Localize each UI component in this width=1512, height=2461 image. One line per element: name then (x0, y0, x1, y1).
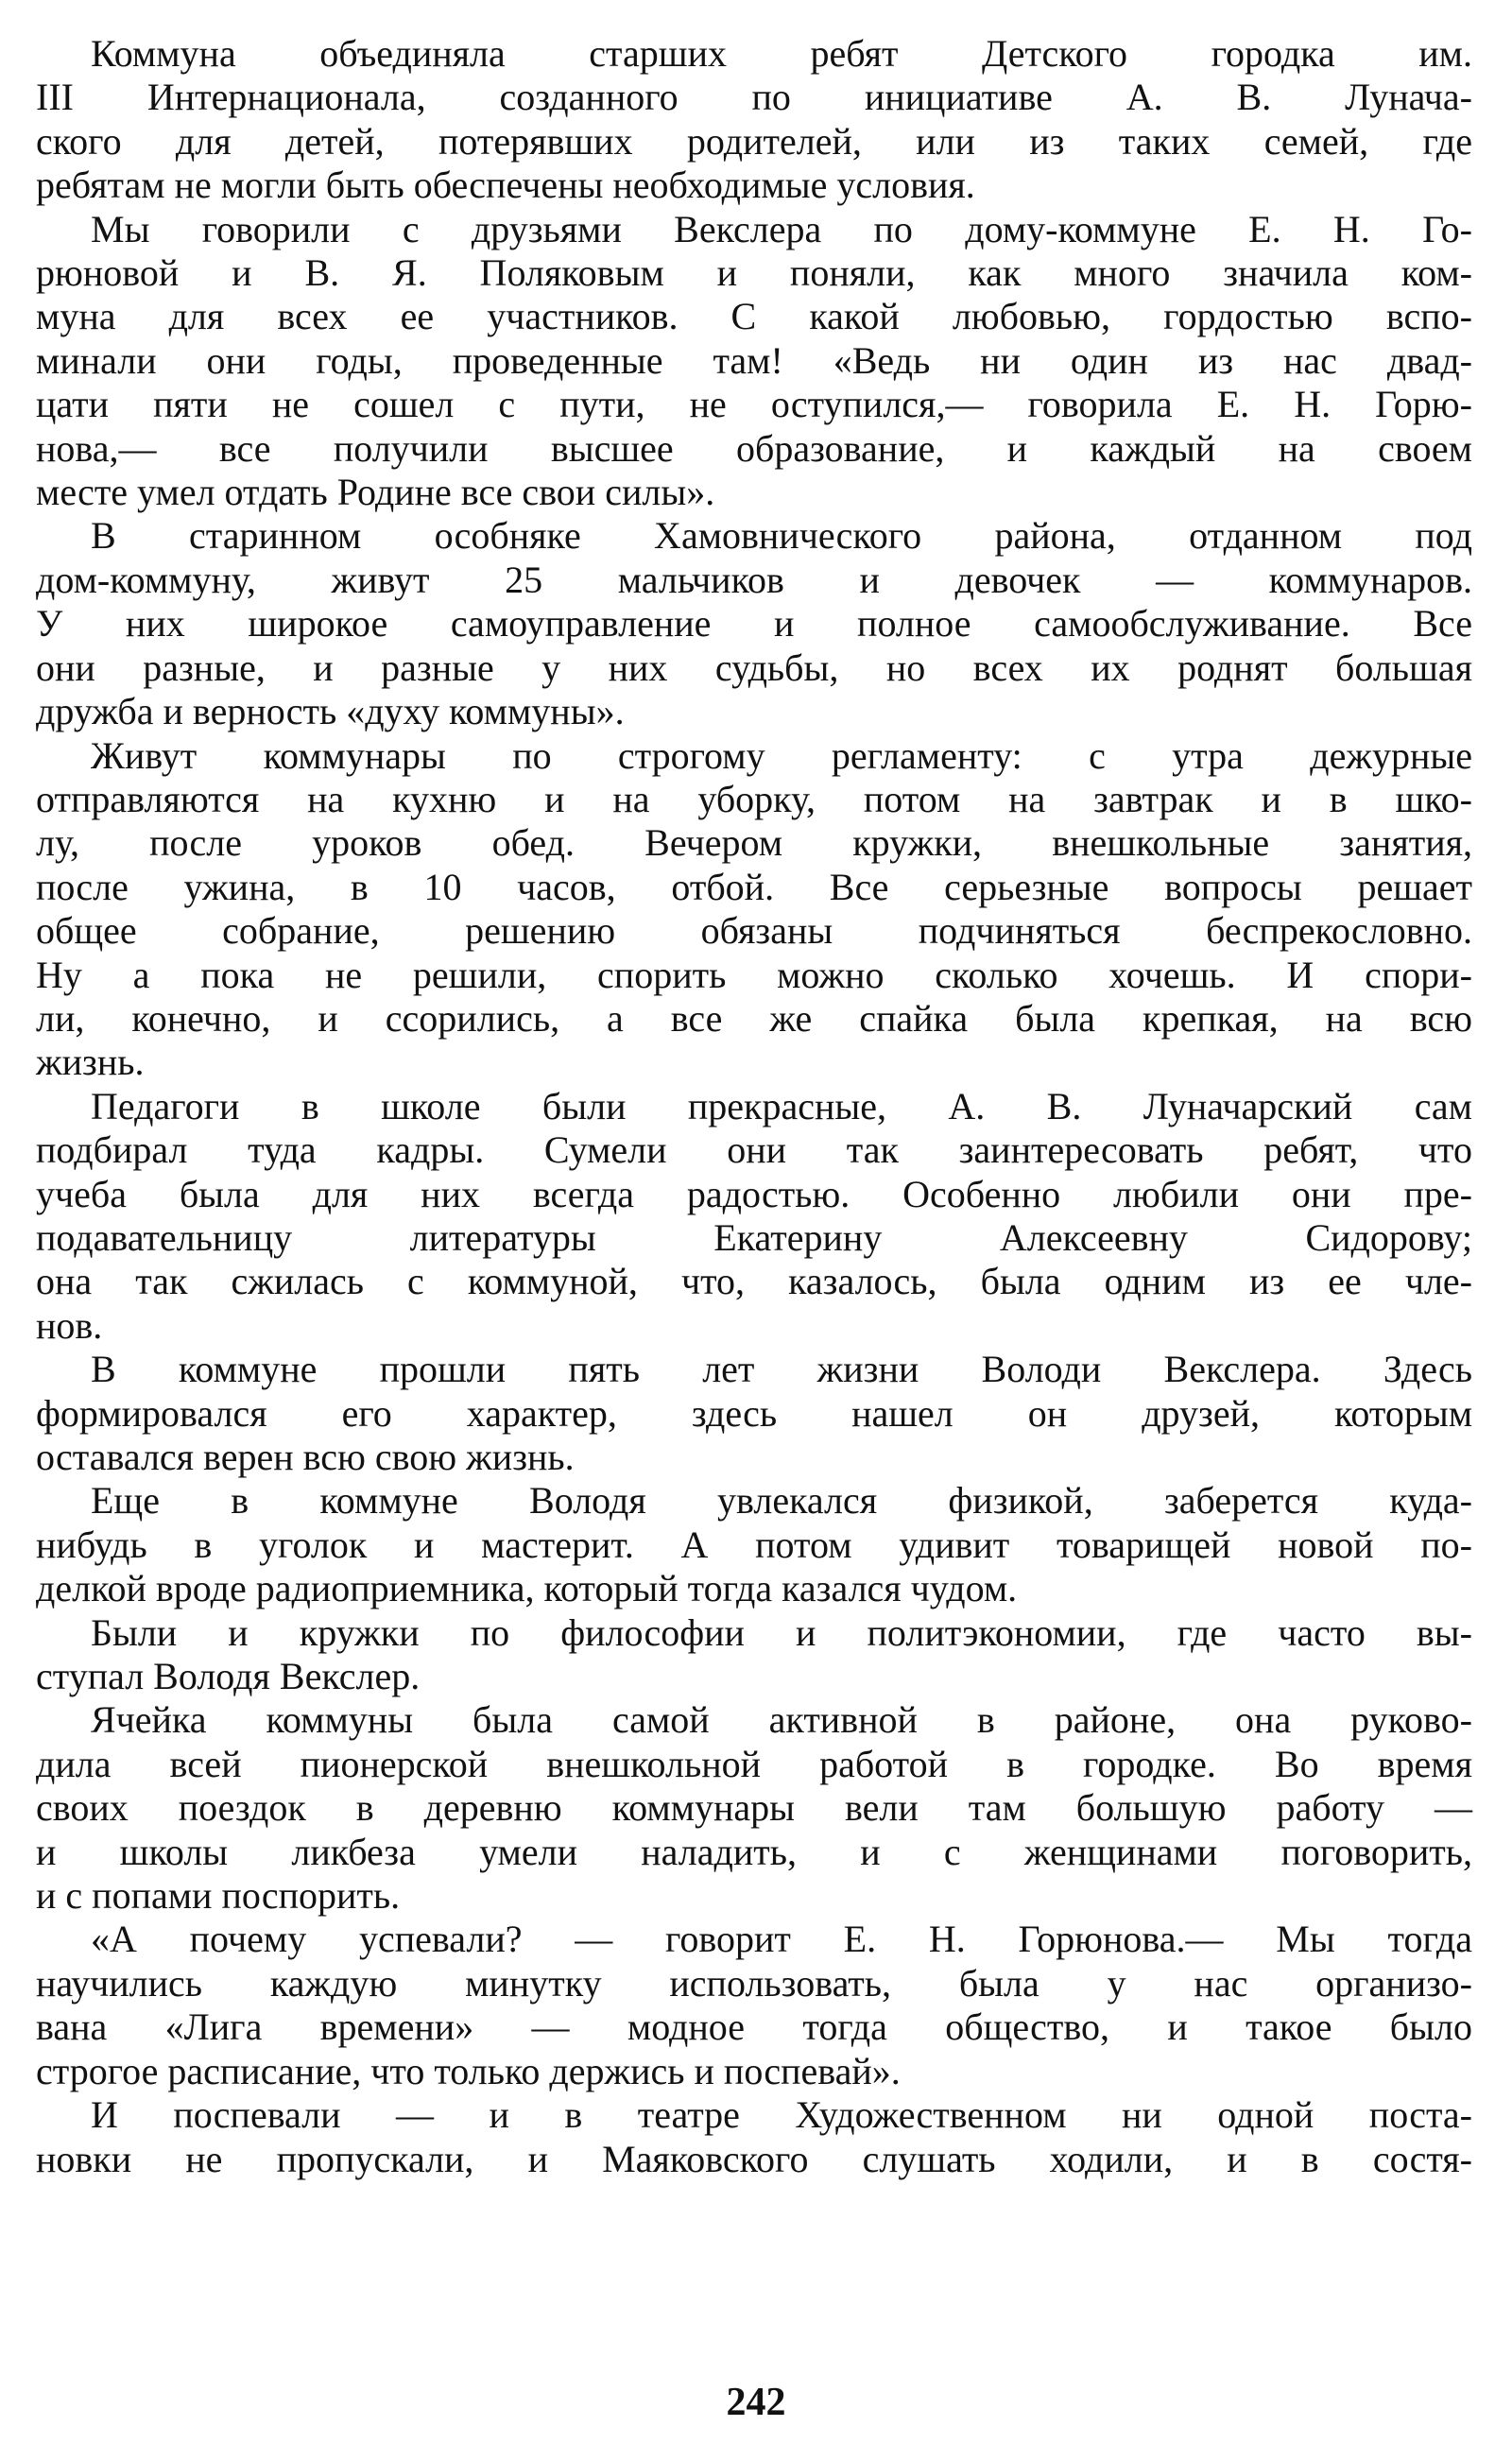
paragraph (36, 2093, 1472, 2181)
body-text (36, 32, 1472, 2181)
text-line: Еще в коммуне Володя увлекался физикой, заберется куда- (91, 1479, 1472, 1523)
text-line: Педагоги в школе были прекрасные, А. В. Луначарский сам (91, 1084, 1472, 1127)
text-line: месте умел отдать Родине все свои силы». (36, 471, 715, 514)
page-number: 242 (726, 2381, 786, 2424)
paragraph (36, 1348, 1472, 1479)
paragraph (36, 1698, 1472, 1918)
text-line: формировался его характер, здесь нашел он друзей, которым (36, 1391, 1472, 1435)
paragraph (36, 32, 1472, 208)
text-line: дом-коммуну, живут 25 мальчиков и девочек — коммунаров. (36, 558, 1472, 601)
text-line: они разные, и разные у них судьбы, но всех их роднят большая (36, 645, 1472, 689)
text-line: жизнь. (36, 1041, 145, 1084)
text-line: отправляются на кухню и на уборку, потом на завтрак и в шко- (36, 777, 1472, 820)
text-line: учеба была для них всегда радостью. Особенно любили они пре- (36, 1172, 1472, 1215)
text-line: своих поездок в деревню коммунары вели там большую работу — (36, 1786, 1472, 1830)
text-line: Мы говорили с друзьями Векслера по дому-коммуне Е. Н. Го- (91, 207, 1472, 250)
text-line: Живут коммунары по строгому регламенту: с утра дежурные (91, 733, 1472, 777)
paragraph (36, 1085, 1472, 1348)
text-line: оставался верен всю свою жизнь. (36, 1436, 575, 1478)
text-line: Были и кружки по философии и политэкономии, где часто вы- (91, 1610, 1472, 1654)
text-line: подавательницу литературы Екатерину Алексеевну Сидорову; (36, 1215, 1472, 1259)
text-line: нов. (36, 1303, 103, 1347)
text-line: новки не пропускали, и Маяковского слушать ходили, и в состя- (36, 2137, 1472, 2180)
text-line: минали они годы, проведенные там! «Ведь ни один из нас двад- (36, 338, 1472, 382)
paragraph (36, 1479, 1472, 1610)
text-line: ли, конечно, и ссорились, а все же спайка была крепкая, на всю (36, 996, 1472, 1040)
paragraph (36, 208, 1472, 515)
text-line: дила всей пионерской внешкольной работой в городке. Во время (36, 1742, 1472, 1785)
text-line: строгое расписание, что только держись и поспевай». (36, 2049, 901, 2092)
text-line: ступал Володя Векслер. (36, 1655, 421, 1698)
text-line: цати пяти не сошел с пути, не оступился,— говорила Е. Н. Горю- (36, 383, 1472, 426)
text-line: лу, после уроков обед. Вечером кружки, внешкольные занятия, (36, 821, 1472, 865)
text-line: научились каждую минутку использовать, была у нас организо- (36, 1961, 1472, 2005)
text-line: и с попами поспорить. (36, 1874, 401, 1918)
paragraph (36, 734, 1472, 1085)
text-line: III Интернационала, созданного по инициативе А. В. Лунача- (36, 76, 1472, 119)
text-line: вана «Лига времени» — модное тогда общество, и такое было (36, 2005, 1472, 2049)
paragraph (36, 1918, 1472, 2093)
paragraph (36, 514, 1472, 733)
text-line: У них широкое самоуправление и полное самообслуживание. Все (36, 602, 1472, 645)
text-line: Коммуна объединяла старших ребят Детского городка им. (91, 32, 1472, 75)
text-line: И поспевали — и в театре Художественном ни одной поста- (91, 2093, 1472, 2137)
paragraph (36, 1611, 1472, 1699)
text-line: она так сжилась с коммуной, что, казалось, была одним из ее чле- (36, 1260, 1472, 1303)
text-line: В коммуне прошли пять лет жизни Володи Векслера. Здесь (91, 1348, 1472, 1391)
text-line: дружба и верность «духу коммуны». (36, 690, 625, 733)
text-line: ребятам не могли быть обеспечены необходимые условия. (36, 163, 975, 207)
text-line: и школы ликбеза умели наладить, и с женщинами поговорить, (36, 1830, 1472, 1873)
text-line: В старинном особняке Хамовнического района, отданном под (91, 514, 1472, 558)
text-line: нибудь в уголок и мастерит. А потом удивит товарищей новой по- (36, 1523, 1472, 1566)
text-line: общее собрание, решению обязаны подчиняться беспрекословно. (36, 909, 1472, 953)
text-line: «А почему успевали? — говорит Е. Н. Горюнова.— Мы тогда (91, 1918, 1472, 1961)
text-line: Ячейка коммуны была самой активной в районе, она руково- (91, 1698, 1472, 1742)
text-line: ского для детей, потерявших родителей, или из таких семей, где (36, 119, 1472, 163)
text-line: делкой вроде радиоприемника, который тогда казался чудом. (36, 1567, 1018, 1610)
text-line: Ну а пока не решили, спорить можно сколько хочешь. И спори- (36, 953, 1472, 996)
text-line: после ужина, в 10 часов, отбой. Все серьезные вопросы решает (36, 865, 1472, 908)
text-line: подбирал туда кадры. Сумели они так заинтересовать ребят, что (36, 1128, 1472, 1172)
text-line: нова,— все получили высшее образование, и каждый на своем (36, 426, 1472, 470)
text-line: муна для всех ее участников. С какой любовью, гордостью вспо- (36, 295, 1472, 338)
text-line: рюновой и В. Я. Поляковым и поняли, как много значила ком- (36, 251, 1472, 295)
